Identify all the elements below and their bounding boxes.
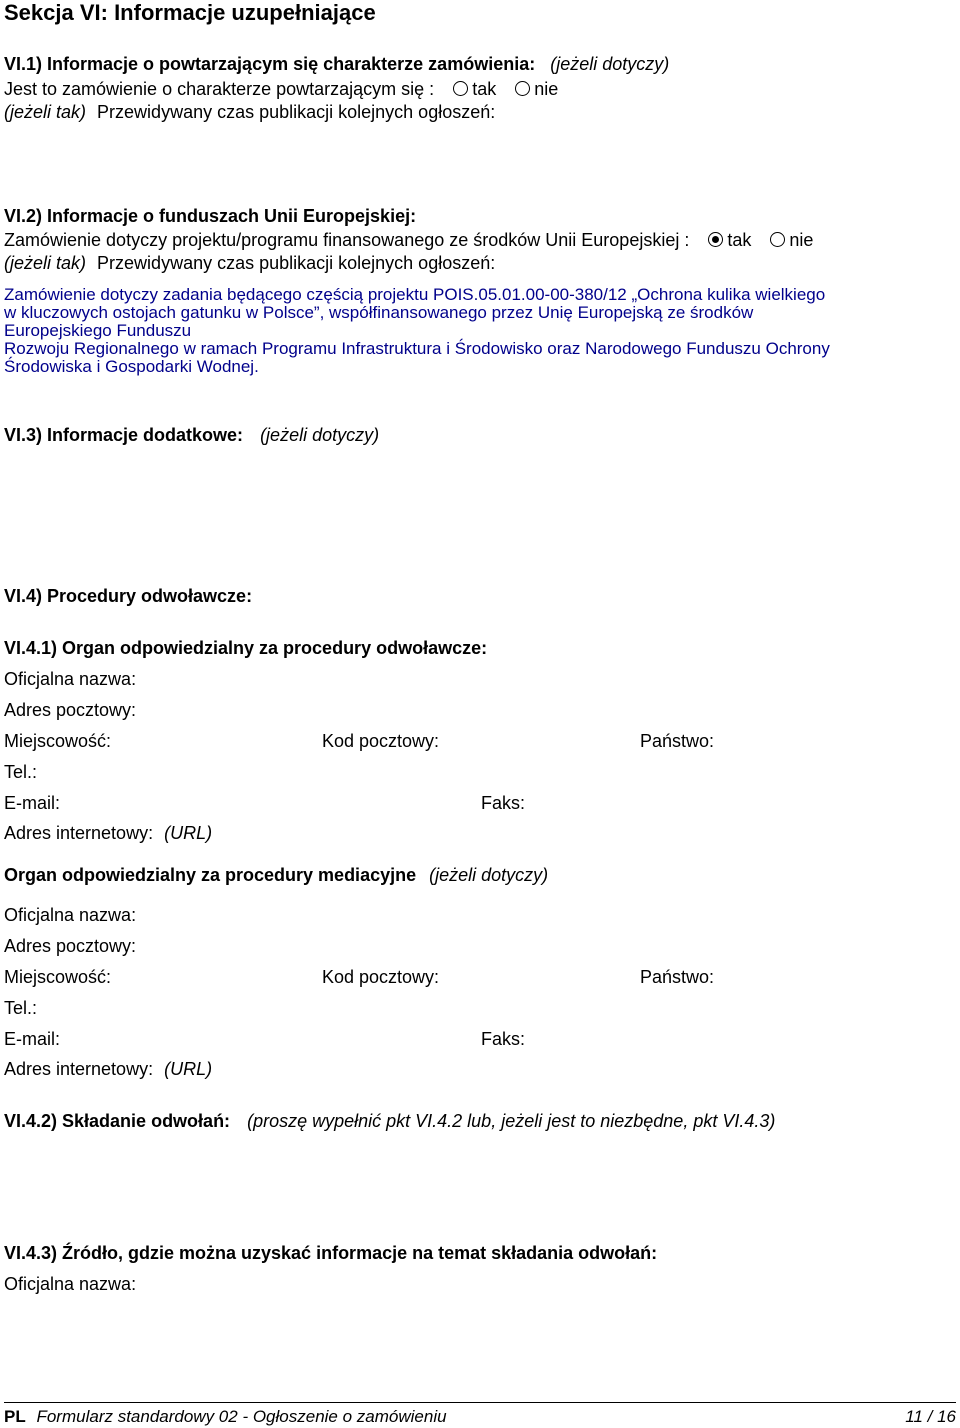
official-name-label: Oficjalna nazwa: — [4, 669, 137, 689]
town-label: Miejscowość: — [4, 967, 112, 987]
vi3-heading — [4, 425, 379, 446]
vi1-heading — [4, 54, 669, 75]
official-name-label: Oficjalna nazwa: — [4, 1274, 137, 1294]
section-title: Sekcja VI: Informacje uzupełniające — [4, 0, 376, 25]
vi2-followup: Przewidywany czas publikacji kolejnych ogłoszeń: — [97, 253, 496, 273]
tel-label: Tel.: — [4, 998, 38, 1018]
url-note: (URL) — [164, 1059, 213, 1079]
vi2-heading: VI.2) Informacje o funduszach Unii Europejskiej: — [4, 206, 417, 226]
vi1-radio-yes[interactable] — [453, 81, 468, 96]
vi1-question-row — [4, 79, 558, 100]
vi42-heading-note: (proszę wypełnić pkt VI.4.2 lub, jeżeli jest to niezbędne, pkt VI.4.3) — [247, 1111, 776, 1131]
postal-address-label: Adres pocztowy: — [4, 936, 137, 956]
internet-address-label: Adres internetowy: — [4, 823, 154, 843]
vi2-answer-line: Środowiska i Gospodarki Wodnej. — [4, 357, 259, 376]
vi2-radio-yes[interactable] — [708, 232, 723, 247]
vi3-heading-note: (jeżeli dotyczy) — [260, 425, 380, 445]
mediation-heading-note: (jeżeli dotyczy) — [429, 865, 549, 885]
vi1-heading-text: VI.1) Informacje o powtarzającym się charakterze zamówienia: — [4, 54, 536, 74]
mediation-heading-text: Organ odpowiedzialny za procedury mediacyjne — [4, 865, 417, 885]
vi2-answer-line: Zamówienie dotyczy zadania będącego częścią projektu POIS.05.01.00-00-380/12 „Ochrona kulika wielkiego — [4, 285, 826, 304]
internet-address-row — [4, 823, 212, 844]
vi1-followup: Przewidywany czas publikacji kolejnych ogłoszeń: — [97, 102, 496, 122]
vi1-radio-no-label: nie — [534, 79, 559, 99]
vi43-heading: VI.4.3) Źródło, gdzie można uzyskać informacje na temat składania odwołań: — [4, 1243, 658, 1263]
vi2-radio-no-label: nie — [789, 230, 814, 250]
vi1-radio-no[interactable] — [515, 81, 530, 96]
vi1-radio-yes-label: tak — [472, 79, 497, 99]
vi2-answer-line: Europejskiego Funduszu — [4, 321, 192, 340]
vi2-followup-row — [4, 253, 495, 274]
footer-left — [4, 1407, 447, 1427]
vi3-heading-text: VI.3) Informacje dodatkowe: — [4, 425, 244, 445]
fax-label: Faks: — [481, 793, 526, 813]
vi2-answer-line: Rozwoju Regionalnego w ramach Programu Infrastruktura i Środowisko oraz Narodowego Funduszu Ochrony — [4, 339, 830, 358]
footer-page-number: 11 / 16 — [905, 1407, 956, 1426]
email-label: E-mail: — [4, 1029, 61, 1049]
official-name-label: Oficjalna nazwa: — [4, 905, 137, 925]
postal-address-label: Adres pocztowy: — [4, 700, 137, 720]
postal-code-label: Kod pocztowy: — [322, 731, 440, 751]
fax-label: Faks: — [481, 1029, 526, 1049]
vi42-heading — [4, 1111, 775, 1132]
vi42-heading-text: VI.4.2) Składanie odwołań: — [4, 1111, 231, 1131]
vi2-question-row — [4, 230, 813, 251]
footer-divider — [4, 1402, 956, 1403]
internet-address-label: Adres internetowy: — [4, 1059, 154, 1079]
mediation-heading — [4, 865, 548, 886]
email-label: E-mail: — [4, 793, 61, 813]
vi2-radio-no[interactable] — [770, 232, 785, 247]
vi2-cond: (jeżeli tak) — [4, 253, 87, 273]
vi1-cond: (jeżeli tak) — [4, 102, 87, 122]
footer-form-name: Formularz standardowy 02 - Ogłoszenie o zamówieniu — [36, 1407, 447, 1426]
footer-lang: PL — [4, 1407, 26, 1426]
vi2-radio-yes-label: tak — [727, 230, 752, 250]
country-label: Państwo: — [640, 967, 715, 987]
internet-address-row — [4, 1059, 212, 1080]
vi1-question: Jest to zamówienie o charakterze powtarzającym się : — [4, 79, 435, 99]
vi2-question: Zamówienie dotyczy projektu/programu finansowanego ze środków Unii Europejskiej : — [4, 230, 690, 250]
tel-label: Tel.: — [4, 762, 38, 782]
postal-code-label: Kod pocztowy: — [322, 967, 440, 987]
vi1-heading-note: (jeżeli dotyczy) — [550, 54, 670, 74]
vi4-heading: VI.4) Procedury odwoławcze: — [4, 586, 253, 606]
country-label: Państwo: — [640, 731, 715, 751]
vi1-followup-row — [4, 102, 495, 123]
url-note: (URL) — [164, 823, 213, 843]
vi2-answer-line: w kluczowych ostojach gatunku w Polsce”, współfinansowanego przez Unię Europejską ze środków — [4, 303, 754, 322]
town-label: Miejscowość: — [4, 731, 112, 751]
vi41-heading: VI.4.1) Organ odpowiedzialny za procedury odwoławcze: — [4, 638, 488, 658]
